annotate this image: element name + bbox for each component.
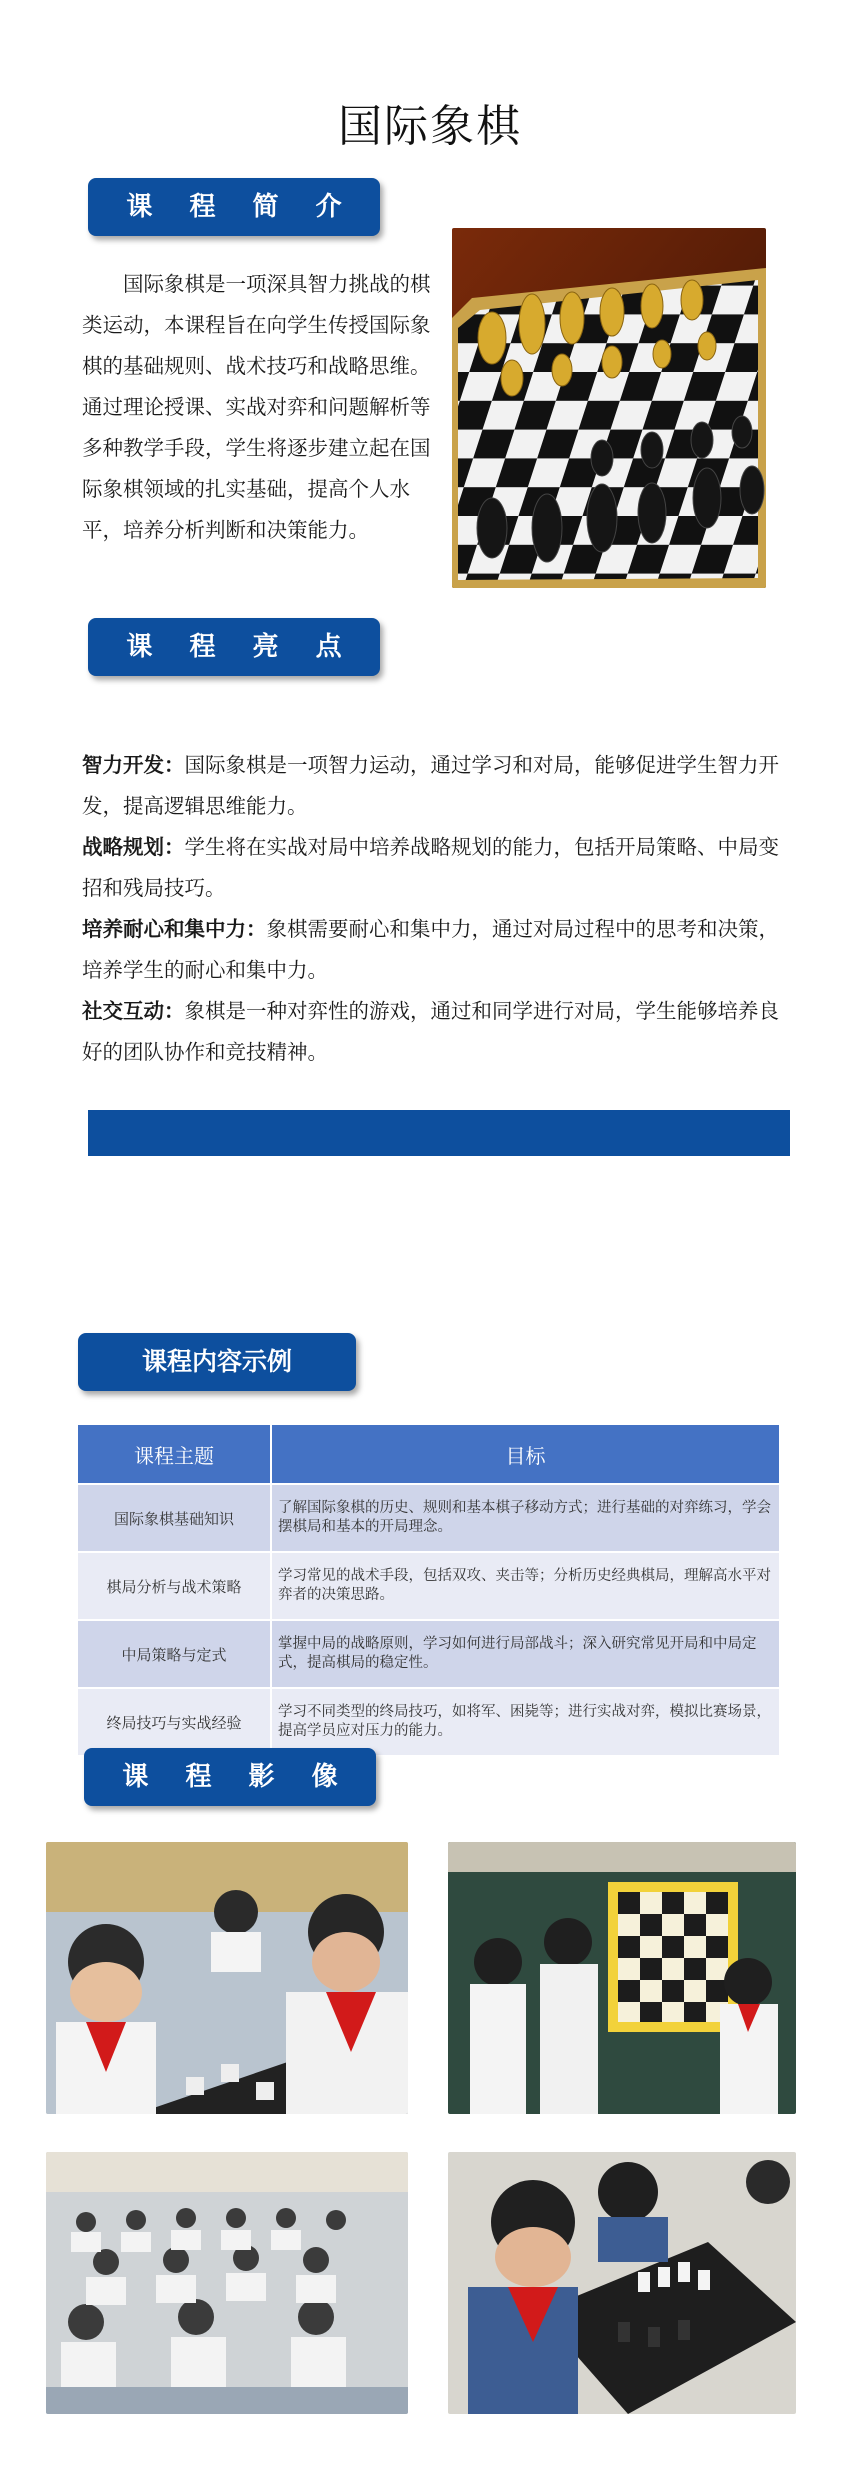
table-row — [78, 1688, 780, 1755]
classroom-photo-4 — [448, 2152, 796, 2414]
highlights-list — [82, 745, 782, 1073]
highlight-label: 战略规划： — [82, 835, 185, 859]
course-content-table — [78, 1425, 781, 1755]
intro-heading: 课 程 简 介 — [88, 178, 380, 236]
row-goal: 了解国际象棋的历史、规则和基本棋子移动方式；进行基础的对弈练习，学会摆棋局和基本的开局理念。 — [271, 1484, 780, 1552]
column-header-goal: 目标 — [271, 1425, 780, 1484]
table-row — [78, 1484, 780, 1552]
highlight-item — [82, 991, 782, 1073]
row-topic: 国际象棋基础知识 — [78, 1484, 271, 1552]
divider-bar — [88, 1110, 790, 1156]
row-goal: 学习不同类型的终局技巧，如将军、困毙等；进行实战对弈，模拟比赛场景，提高学员应对压力的能力。 — [271, 1688, 780, 1755]
highlight-label: 社交互动： — [82, 999, 185, 1023]
classroom-photo-1 — [46, 1842, 408, 2114]
column-header-topic: 课程主题 — [78, 1425, 271, 1484]
chessboard-photo — [452, 228, 766, 588]
intro-text: 国际象棋是一项深具智力挑战的棋类运动，本课程旨在向学生传授国际象棋的基础规则、战术技巧和战略思维。通过理论授课、实战对弈和问题解析等多种教学手段，学生将逐步建立起在国际象棋领域的扎实基础，提高个人水平，培养分析判断和决策能力。 — [82, 272, 431, 542]
row-topic: 棋局分析与战术策略 — [78, 1552, 271, 1620]
row-topic: 终局技巧与实战经验 — [78, 1688, 271, 1755]
table-header-row — [78, 1425, 780, 1484]
table-row — [78, 1552, 780, 1620]
table-row — [78, 1620, 780, 1688]
classroom-photo-3 — [46, 2152, 408, 2414]
highlight-item — [82, 827, 782, 909]
highlight-item — [82, 745, 782, 827]
highlight-item — [82, 909, 782, 991]
highlight-label: 智力开发： — [82, 753, 185, 777]
content-heading: 课程内容示例 — [78, 1333, 356, 1391]
row-goal: 学习常见的战术手段，包括双攻、夹击等；分析历史经典棋局，理解高水平对弈者的决策思路。 — [271, 1552, 780, 1620]
gallery-heading: 课 程 影 像 — [84, 1748, 376, 1806]
row-goal: 掌握中局的战略原则，学习如何进行局部战斗；深入研究常见开局和中局定式，提高棋局的稳定性。 — [271, 1620, 780, 1688]
row-topic: 中局策略与定式 — [78, 1620, 271, 1688]
page-title: 国际象棋 — [338, 101, 522, 152]
highlights-heading: 课 程 亮 点 — [88, 618, 380, 676]
classroom-photo-2 — [448, 1842, 796, 2114]
highlight-label: 培养耐心和集中力： — [82, 917, 267, 941]
highlight-text: 国际象棋是一项智力运动，通过学习和对局，能够促进学生智力开发，提高逻辑思维能力。 — [82, 753, 779, 818]
highlight-text: 象棋需要耐心和集中力，通过对局过程中的思考和决策，培养学生的耐心和集中力。 — [82, 917, 779, 982]
highlight-text: 学生将在实战对局中培养战略规划的能力，包括开局策略、中局变招和残局技巧。 — [82, 835, 779, 900]
highlight-text: 象棋是一种对弈性的游戏，通过和同学进行对局，学生能够培养良好的团队协作和竞技精神。 — [82, 999, 779, 1064]
